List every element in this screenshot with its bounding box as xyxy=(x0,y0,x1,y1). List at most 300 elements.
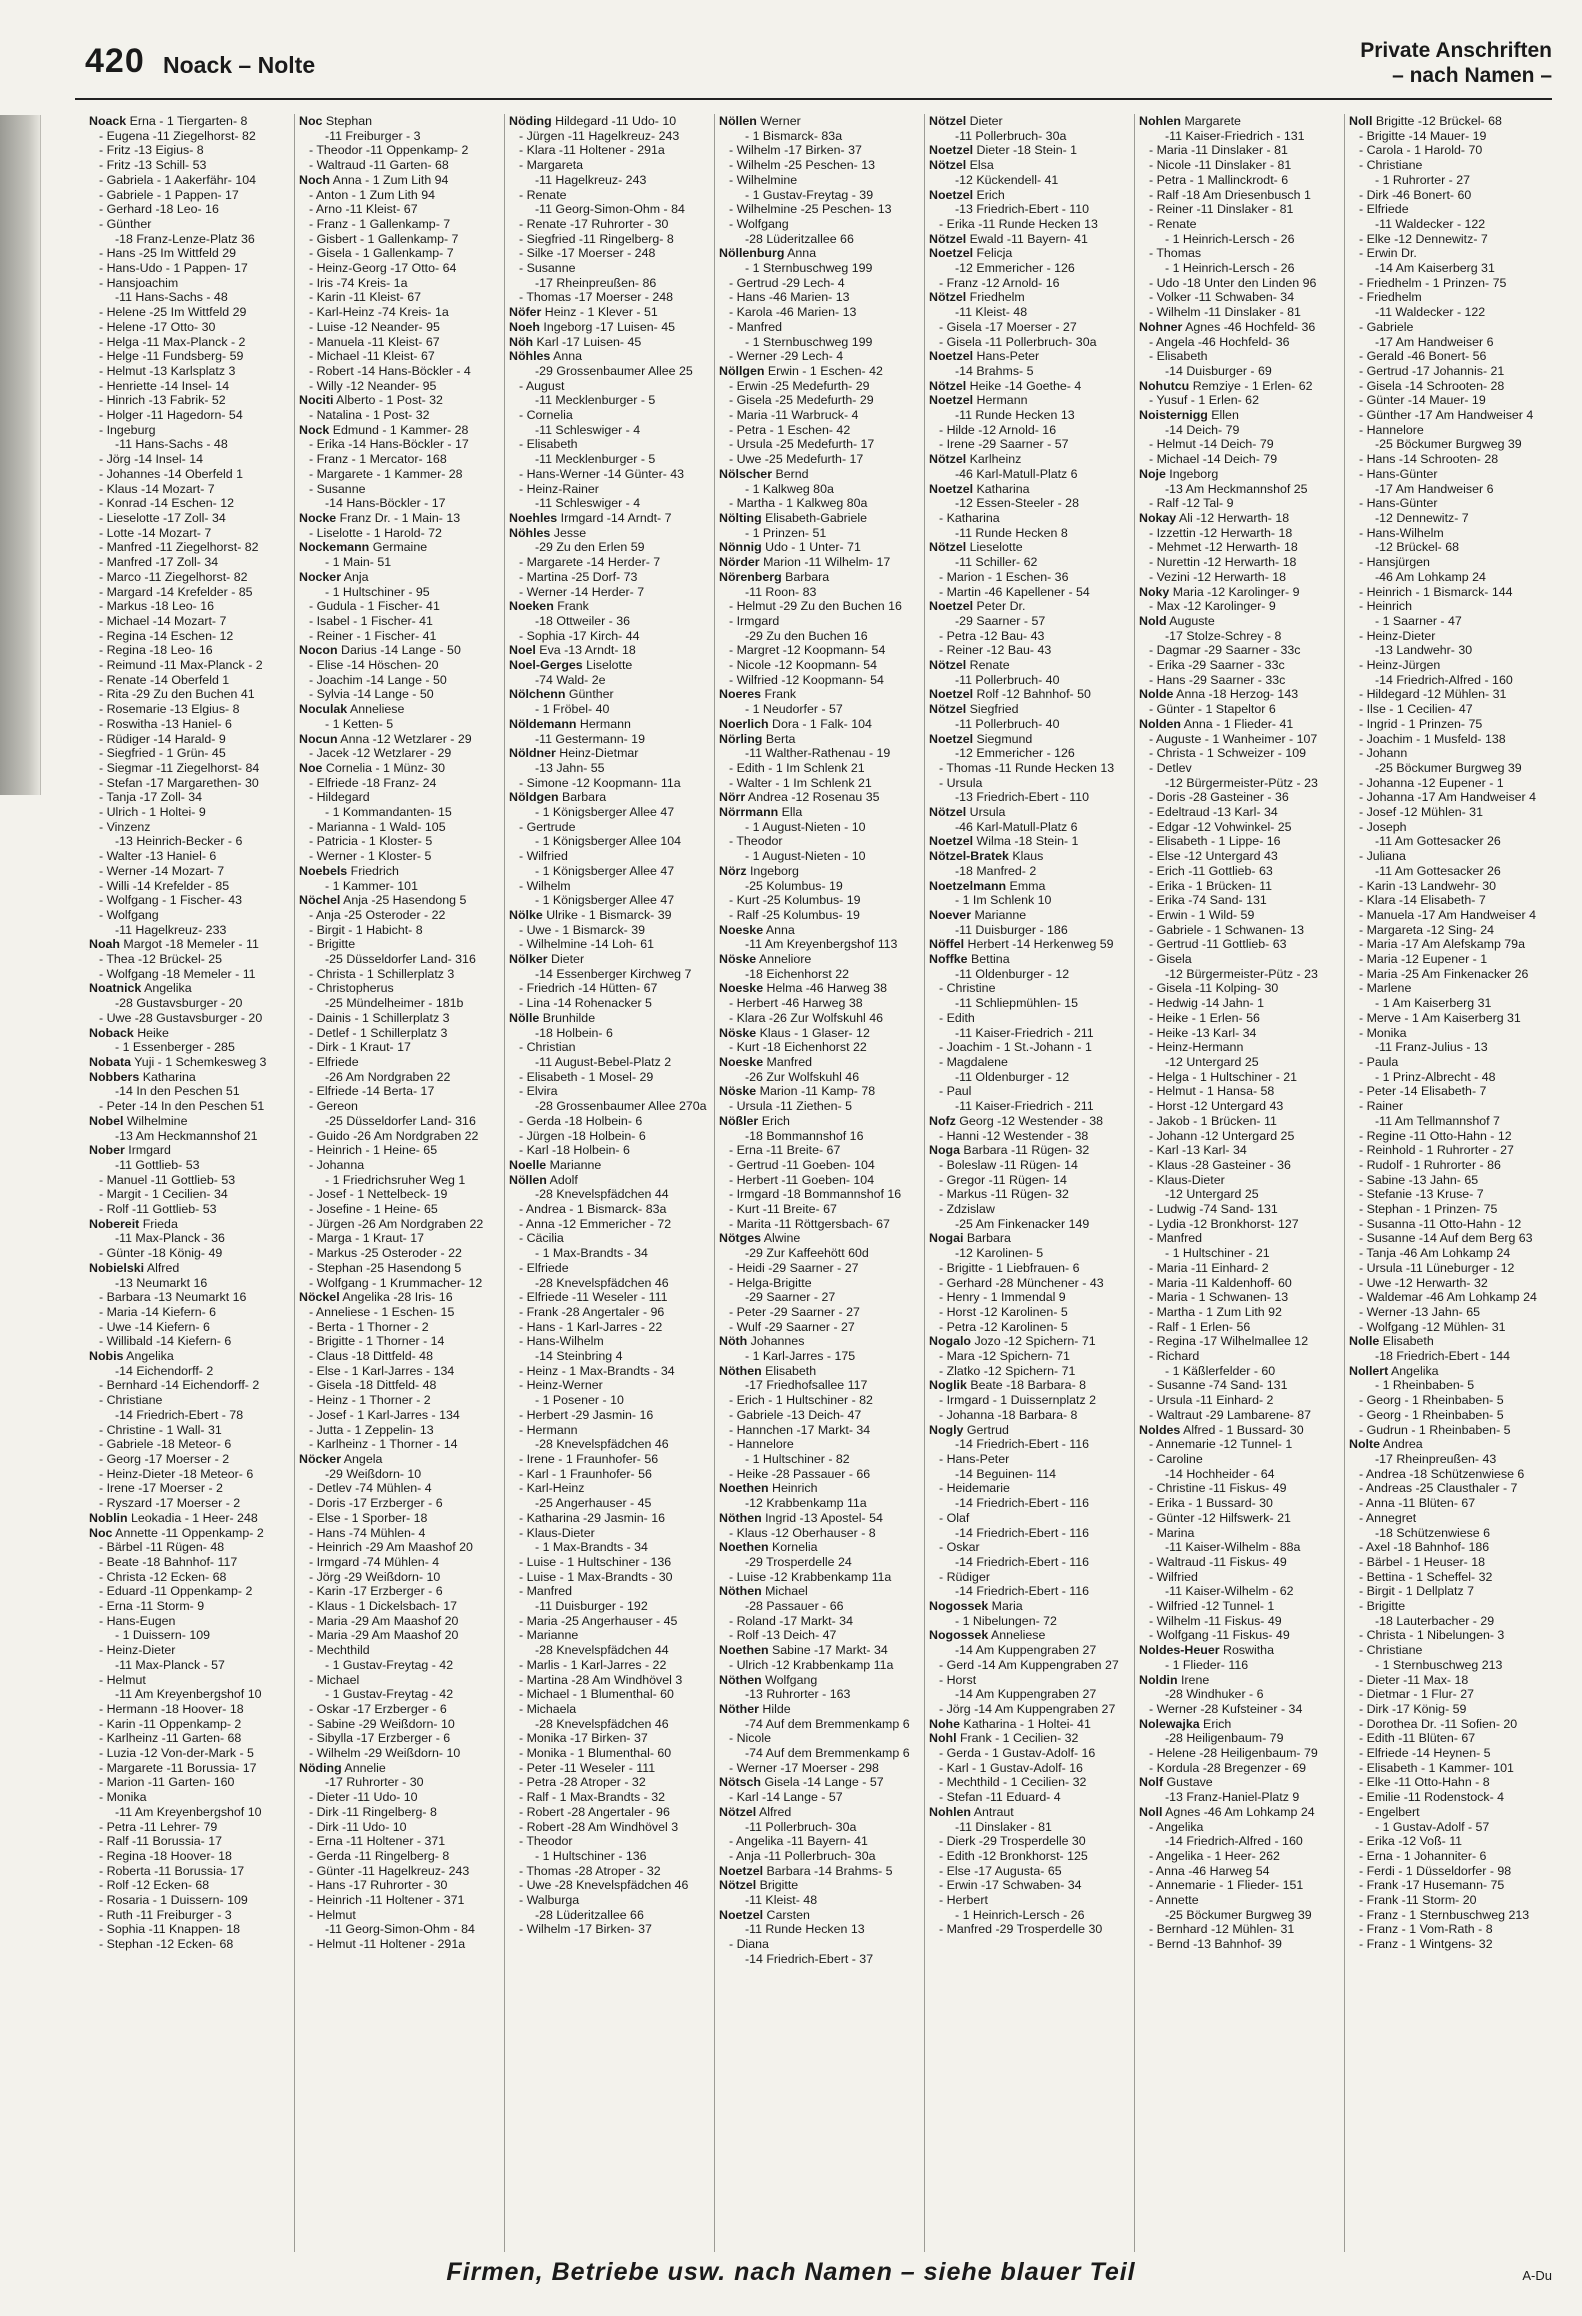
entry-text: Liselotte xyxy=(582,658,633,673)
directory-entry xyxy=(1349,305,1551,320)
entry-text: -11 Kaiser-Friedrich - 211 xyxy=(955,1025,1094,1040)
entry-text: - Wilhelmine -25 Peschen- 13 xyxy=(729,202,892,217)
directory-entry xyxy=(509,849,710,864)
directory-entry xyxy=(1349,1011,1551,1026)
directory-entry xyxy=(1139,585,1340,600)
directory-entry xyxy=(719,1437,920,1452)
entry-text: -11 Roon- 83 xyxy=(745,584,817,599)
directory-entry xyxy=(1349,1143,1551,1158)
directory-entry xyxy=(509,540,710,555)
directory-entry xyxy=(89,1114,290,1129)
entry-text: - Manfred xyxy=(729,319,783,334)
surname: Noeh xyxy=(509,319,540,334)
directory-entry xyxy=(1139,452,1340,467)
directory-entry xyxy=(299,687,500,702)
directory-entry xyxy=(1349,555,1551,570)
directory-entry xyxy=(509,261,710,276)
directory-entry xyxy=(299,981,500,996)
entry-text: - Gisela -11 Kolping- 30 xyxy=(1149,981,1279,996)
directory-entry xyxy=(1349,937,1551,952)
entry-text: - Maria -12 Eupener - 1 xyxy=(1359,952,1488,967)
entry-text: -17 Stolze-Schrey - 8 xyxy=(1165,628,1282,643)
surname: Nold xyxy=(1139,613,1167,628)
entry-text: - Katharina xyxy=(939,510,1000,525)
directory-entry xyxy=(89,129,290,144)
entry-text: -14 Friedrich-Ebert - 78 xyxy=(115,1407,244,1422)
directory-entry xyxy=(1139,364,1340,379)
directory-entry xyxy=(299,1761,500,1776)
entry-text: - Reiner - 1 Fischer- 41 xyxy=(309,628,437,643)
entry-text: Marion -11 Wilhelm- 17 xyxy=(759,555,891,570)
directory-entry xyxy=(509,790,710,805)
entry-text: Ingrid -13 Apostel- 54 xyxy=(761,1510,883,1525)
entry-text: - Gregor -11 Rügen- 14 xyxy=(939,1172,1067,1187)
directory-entry xyxy=(509,937,710,952)
surname: Nöthen xyxy=(719,1672,762,1687)
entry-text: - Bettina - 1 Scheffel- 32 xyxy=(1359,1569,1493,1584)
surname: Nocun xyxy=(299,731,338,746)
directory-entry xyxy=(929,820,1130,835)
entry-text: - 1 Kammer- 101 xyxy=(325,878,418,893)
directory-entry xyxy=(299,1349,500,1364)
entry-text: - Gisela -11 Pollerbruch- 30a xyxy=(939,334,1097,349)
directory-entry xyxy=(89,1423,290,1438)
directory-entry xyxy=(1349,1467,1551,1482)
entry-text: Ursula xyxy=(966,805,1006,820)
entry-text: - 1 Karl-Jarres - 175 xyxy=(745,1349,856,1364)
directory-entry xyxy=(509,643,710,658)
entry-text: - Franz - 1 Vom-Rath - 8 xyxy=(1359,1922,1493,1937)
directory-entry xyxy=(89,1011,290,1026)
entry-text: - Hans-Günter xyxy=(1359,496,1438,511)
directory-entry xyxy=(1349,1423,1551,1438)
directory-entry xyxy=(719,1231,920,1246)
directory-entry xyxy=(299,1305,500,1320)
entry-text: Anja xyxy=(341,569,369,584)
entry-text: Frank xyxy=(553,599,589,614)
directory-entry xyxy=(1349,1805,1551,1820)
entry-text: Margarete xyxy=(1181,114,1241,128)
directory-entry xyxy=(299,1202,500,1217)
surname: Nock xyxy=(299,422,330,437)
entry-text: -12 Karolinen- 5 xyxy=(955,1246,1044,1261)
entry-text: - 1 Gustav-Freytag - 39 xyxy=(745,187,874,202)
entry-text: Irene xyxy=(1177,1672,1210,1687)
surname: Noetzelmann xyxy=(929,878,1007,893)
entry-text: - Margard -14 Krefelder - 85 xyxy=(99,584,253,599)
directory-entry xyxy=(1139,408,1340,423)
directory-entry xyxy=(929,643,1130,658)
directory-entry xyxy=(929,1364,1130,1379)
directory-entry xyxy=(299,1849,500,1864)
directory-entry xyxy=(1139,1437,1340,1452)
entry-text: Renate xyxy=(966,658,1010,673)
entry-text: - Gertrud -29 Lech- 4 xyxy=(729,275,845,290)
entry-text: - Birgit - 1 Habicht- 8 xyxy=(309,922,423,937)
entry-text: - Barbara -13 Neumarkt 16 xyxy=(99,1290,247,1305)
entry-text: - Zdzislaw xyxy=(939,1202,995,1217)
entry-text: -25 Mündelheimer - 181b xyxy=(325,996,464,1011)
directory-entry xyxy=(1349,261,1551,276)
entry-text: -14 Friedrich-Ebert - 116 xyxy=(955,1496,1090,1511)
entry-text: - Hanni -12 Westender - 38 xyxy=(939,1128,1089,1143)
entry-text: - Stephan -12 Ecken- 68 xyxy=(99,1937,234,1952)
surname: Nötzel xyxy=(719,1878,757,1893)
entry-text: -18 Bommannshof 16 xyxy=(745,1128,864,1143)
directory-entry xyxy=(299,1011,500,1026)
surname: Nöh xyxy=(509,334,534,349)
entry-text: - Stefanie -13 Kruse- 7 xyxy=(1359,1187,1484,1202)
directory-entry xyxy=(509,1276,710,1291)
entry-text: - Wilfried xyxy=(1149,1569,1198,1584)
directory-entry xyxy=(1139,555,1340,570)
directory-entry xyxy=(509,1099,710,1114)
entry-text: - Karl -13 Karl- 34 xyxy=(1149,1143,1247,1158)
entry-text: - Gabriela - 1 Aakerfähr- 104 xyxy=(99,172,257,187)
directory-entry xyxy=(719,1408,920,1423)
entry-text: - 1 Max-Brandts - 34 xyxy=(535,1540,648,1555)
directory-entry xyxy=(719,687,920,702)
directory-entry xyxy=(1139,1349,1340,1364)
directory-entry xyxy=(1139,967,1340,982)
entry-text: - Margarete - 1 Kammer- 28 xyxy=(309,466,463,481)
directory-entry xyxy=(89,143,290,158)
directory-entry xyxy=(509,1849,710,1864)
directory-entry xyxy=(929,732,1130,747)
entry-text: - 1 Gustav-Freytag - 42 xyxy=(325,1687,454,1702)
directory-entry xyxy=(509,570,710,585)
directory-entry xyxy=(929,114,1130,129)
entry-text: Wolfgang xyxy=(761,1672,818,1687)
directory-entry xyxy=(509,1717,710,1732)
entry-text: - Richard xyxy=(1149,1349,1200,1364)
directory-entry xyxy=(719,1452,920,1467)
entry-text: - Heinz-Jürgen xyxy=(1359,658,1441,673)
entry-text: Angelika xyxy=(141,981,192,996)
directory-entry xyxy=(1139,1717,1340,1732)
directory-entry xyxy=(299,1393,500,1408)
directory-entry xyxy=(1349,585,1551,600)
entry-text: - Heinrich xyxy=(1359,599,1413,614)
directory-entry xyxy=(1349,1276,1551,1291)
directory-entry xyxy=(509,1290,710,1305)
directory-entry xyxy=(1139,540,1340,555)
entry-text: - Brigitte -14 Mauer- 19 xyxy=(1359,128,1487,143)
directory-entry xyxy=(89,1467,290,1482)
entry-text: - Angelika - 1 Heer- 262 xyxy=(1149,1848,1280,1863)
entry-text: Gertrud xyxy=(963,1422,1009,1437)
entry-text: - Gabriele - 1 Pappen- 17 xyxy=(99,187,239,202)
entry-text: - Anton - 1 Zum Lith 94 xyxy=(309,187,436,202)
directory-entry xyxy=(929,761,1130,776)
entry-text: - Wilhelm -25 Peschen- 13 xyxy=(729,158,875,173)
directory-entry xyxy=(719,879,920,894)
directory-entry xyxy=(1349,202,1551,217)
directory-entry xyxy=(1349,952,1551,967)
entry-text: -17 Am Handweiser 6 xyxy=(1375,334,1494,349)
entry-text: -11 Gestermann- 19 xyxy=(535,731,645,746)
entry-text: - Manuela -11 Kleist- 67 xyxy=(309,334,440,349)
entry-text: - Erna - 1 Johanniter- 6 xyxy=(1359,1848,1487,1863)
entry-text: - Helmut - 1 Hansa- 58 xyxy=(1149,1084,1275,1099)
surname: Nohlen xyxy=(929,1804,971,1819)
entry-text: - Mechthild - 1 Cecilien- 32 xyxy=(939,1775,1087,1790)
entry-text: - Ralf - 1 Erlen- 56 xyxy=(1149,1319,1251,1334)
directory-entry xyxy=(299,1805,500,1820)
directory-entry xyxy=(89,952,290,967)
entry-text: Elsa xyxy=(966,158,994,173)
directory-entry xyxy=(1139,1129,1340,1144)
entry-text: - Gisela -25 Medefurth- 29 xyxy=(729,393,874,408)
directory-entry xyxy=(1139,261,1340,276)
directory-entry xyxy=(929,511,1130,526)
directory-entry xyxy=(1139,423,1340,438)
directory-entry xyxy=(719,114,920,129)
entry-text: Anna - 1 Zum Lith 94 xyxy=(329,172,449,187)
directory-entry xyxy=(89,467,290,482)
directory-entry xyxy=(1349,1496,1551,1511)
entry-text: Georg -12 Westender - 38 xyxy=(955,1113,1104,1128)
entry-text: - Axel -18 Bahnhof- 186 xyxy=(1359,1540,1490,1555)
directory-entry xyxy=(509,1393,710,1408)
directory-entry xyxy=(509,1217,710,1232)
entry-text: -11 Mecklenburger - 5 xyxy=(535,393,656,408)
entry-text: - Hans -74 Mühlen- 4 xyxy=(309,1525,426,1540)
directory-entry xyxy=(509,364,710,379)
entry-text: - Rolf -11 Gottlieb- 53 xyxy=(99,1202,217,1217)
directory-entry xyxy=(1349,1084,1551,1099)
directory-entry xyxy=(1349,364,1551,379)
directory-entry xyxy=(89,761,290,776)
entry-text: - Helmut xyxy=(99,1672,146,1687)
page-footer xyxy=(0,2258,1582,2298)
entry-text: - Roswitha -13 Haniel- 6 xyxy=(99,716,232,731)
entry-text: -12 Emmericher - 126 xyxy=(955,261,1075,276)
entry-text: Heinz-Dietmar xyxy=(555,746,639,761)
directory-entry xyxy=(1139,1378,1340,1393)
entry-text: - Claus -18 Dittfeld- 48 xyxy=(309,1349,433,1364)
directory-entry xyxy=(1349,570,1551,585)
directory-entry xyxy=(299,437,500,452)
entry-text: - Liselotte - 1 Harold- 72 xyxy=(309,525,442,540)
directory-entry xyxy=(719,1908,920,1923)
entry-text: - Dierk -29 Trosperdelle 30 xyxy=(939,1834,1086,1849)
directory-entry xyxy=(719,1775,920,1790)
entry-text: - Werner -29 Lech- 4 xyxy=(729,349,844,364)
entry-text: - Susanne xyxy=(519,261,576,276)
directory-entry xyxy=(1349,482,1551,497)
entry-text: - Rolf -13 Deich- 47 xyxy=(729,1628,837,1643)
entry-text: - Marion - 1 Eschen- 36 xyxy=(939,569,1069,584)
directory-entry xyxy=(719,1011,920,1026)
entry-text: - Wolfgang - 1 Krummacher- 12 xyxy=(309,1275,483,1290)
directory-entry xyxy=(1139,143,1340,158)
entry-text: -18 Schützenwiese 6 xyxy=(1375,1525,1491,1540)
entry-text: -14 In den Peschen 51 xyxy=(115,1084,240,1099)
entry-text: - Wilhelm -29 Weißdorn- 10 xyxy=(309,1746,461,1761)
surname: Nölker xyxy=(509,952,548,967)
directory-entry xyxy=(719,732,920,747)
entry-text: -18 Manfred- 2 xyxy=(955,863,1037,878)
directory-entry xyxy=(89,1864,290,1879)
surname: Noetzel xyxy=(929,687,974,702)
directory-entry xyxy=(89,511,290,526)
entry-text: - Helene -25 Im Wittfeld 29 xyxy=(99,305,247,320)
directory-entry xyxy=(89,246,290,261)
entry-text: - Reinhold - 1 Ruhrorter - 27 xyxy=(1359,1143,1514,1158)
directory-entry xyxy=(1139,1423,1340,1438)
directory-entry xyxy=(1349,614,1551,629)
directory-entry xyxy=(1139,1276,1340,1291)
surname: Noldes-Heuer xyxy=(1139,1643,1220,1658)
directory-entry xyxy=(509,1673,710,1688)
entry-text: Emma xyxy=(1006,878,1046,893)
surname: Noeske xyxy=(719,922,764,937)
surname: Noe xyxy=(299,760,323,775)
directory-entry xyxy=(1349,437,1551,452)
directory-entry xyxy=(1139,1731,1340,1746)
entry-text: - Diana xyxy=(729,1937,769,1952)
directory-entry xyxy=(509,996,710,1011)
directory-entry xyxy=(1349,526,1551,541)
entry-text: - 1 Posener - 10 xyxy=(535,1393,624,1408)
entry-text: Manfred xyxy=(763,1055,812,1069)
entry-text: - Marianna - 1 Wald- 105 xyxy=(309,819,446,834)
directory-entry xyxy=(89,849,290,864)
entry-text: - Max -12 Karolinger- 9 xyxy=(1149,599,1276,614)
entry-text: - Berta - 1 Thorner - 2 xyxy=(309,1319,429,1334)
directory-entry xyxy=(1139,496,1340,511)
surname: Nöske xyxy=(719,952,757,967)
directory-entry xyxy=(89,173,290,188)
entry-text: - Anja -11 Pollerbruch- 30a xyxy=(729,1848,876,1863)
directory-entry xyxy=(89,482,290,497)
directory-entry xyxy=(509,290,710,305)
directory-entry xyxy=(1349,540,1551,555)
directory-entry xyxy=(929,276,1130,291)
directory-entry xyxy=(1139,1878,1340,1893)
directory-entry xyxy=(89,1731,290,1746)
directory-entry xyxy=(719,923,920,938)
directory-entry xyxy=(89,496,290,511)
directory-entry xyxy=(1349,496,1551,511)
entry-text: - Karl-Heinz -74 Kreis- 1a xyxy=(309,305,449,320)
entry-text: Stephan xyxy=(322,114,373,128)
surname: Nöckel xyxy=(299,1290,340,1305)
surname: Noeken xyxy=(509,599,554,614)
entry-text: -13 Am Heckmannshof 25 xyxy=(1165,481,1308,496)
surname: Noetzel xyxy=(719,1907,764,1922)
surname: Noethen xyxy=(719,1481,769,1496)
directory-entry xyxy=(509,320,710,335)
entry-text: - Reiner -11 Dinslaker - 81 xyxy=(1149,202,1294,217)
directory-entry xyxy=(1349,599,1551,614)
surname: Nogly xyxy=(929,1422,964,1437)
directory-entry xyxy=(299,1878,500,1893)
directory-entry xyxy=(719,1834,920,1849)
entry-text: Elisabeth-Gabriele xyxy=(761,510,868,525)
directory-column xyxy=(1135,114,1345,2252)
entry-text: -11 Runde Hecken 13 xyxy=(955,408,1075,423)
entry-text: - Michaela xyxy=(519,1701,577,1716)
directory-entry xyxy=(929,908,1130,923)
directory-entry xyxy=(299,1129,500,1144)
entry-text: Karlheinz xyxy=(966,452,1022,467)
entry-text: - Hinrich -13 Fabrik- 52 xyxy=(99,393,226,408)
directory-entry xyxy=(1139,202,1340,217)
entry-text: - Margarete -11 Borussia- 17 xyxy=(99,1760,257,1775)
directory-entry xyxy=(299,1908,500,1923)
entry-text: - Helmut -11 Holtener - 291a xyxy=(309,1937,466,1952)
surname: Nolte xyxy=(1349,1437,1380,1452)
directory-entry xyxy=(719,820,920,835)
directory-entry xyxy=(1349,320,1551,335)
directory-entry xyxy=(1139,1555,1340,1570)
entry-text: -28 Heiligenbaum- 79 xyxy=(1165,1731,1284,1746)
entry-text: -11 Dinslaker - 81 xyxy=(955,1819,1052,1834)
entry-text: - 1 Hultschiner - 136 xyxy=(535,1848,647,1863)
entry-text: -11 Schliepmühlen- 15 xyxy=(955,996,1079,1011)
surname: Nötzel xyxy=(719,1804,757,1819)
entry-text: -74 Auf dem Bremmenkamp 6 xyxy=(745,1716,910,1731)
entry-text: Annette -11 Oppenkamp- 2 xyxy=(112,1525,264,1540)
entry-text: -11 Georg-Simon-Ohm - 84 xyxy=(325,1922,475,1937)
directory-entry xyxy=(1349,776,1551,791)
directory-entry xyxy=(929,143,1130,158)
entry-text: - Marina xyxy=(1149,1525,1195,1540)
entry-text: - Irmgard -18 Bommannshof 16 xyxy=(729,1187,902,1202)
directory-entry xyxy=(929,981,1130,996)
directory-entry xyxy=(89,1084,290,1099)
entry-text: - Franz - 1 Gallenkamp- 7 xyxy=(309,216,451,231)
entry-text: -14 Brahms- 5 xyxy=(955,363,1034,378)
directory-column xyxy=(505,114,715,2252)
entry-text: - Rosaria - 1 Duissern- 109 xyxy=(99,1893,248,1908)
directory-entry xyxy=(1139,1746,1340,1761)
entry-text: - Heinz-Dieter xyxy=(1359,628,1436,643)
entry-text: - Erna -11 Storm- 9 xyxy=(99,1599,205,1614)
entry-text: - Helene -28 Heiligenbaum- 79 xyxy=(1149,1746,1318,1761)
entry-text: - Willibald -14 Kiefern- 6 xyxy=(99,1334,232,1349)
surname: Nötzel xyxy=(929,702,967,717)
entry-text: - Maria - 1 Schwanen- 13 xyxy=(1149,1290,1289,1305)
entry-text: - Hans -46 Marien- 13 xyxy=(729,290,850,305)
directory-entry xyxy=(1139,1775,1340,1790)
directory-entry xyxy=(299,1687,500,1702)
entry-text: - Wolfgang -11 Fiskus- 49 xyxy=(1149,1628,1290,1643)
entry-text: - Erna -11 Breite- 67 xyxy=(729,1143,841,1158)
directory-entry xyxy=(299,1070,500,1085)
directory-entry xyxy=(89,1790,290,1805)
entry-text: Cornelia - 1 Münz- 30 xyxy=(322,760,446,775)
entry-text: - August xyxy=(519,378,565,393)
entry-text: - Jörg -14 Am Kuppengraben 27 xyxy=(939,1701,1116,1716)
directory-entry xyxy=(929,1202,1130,1217)
directory-entry xyxy=(719,1305,920,1320)
entry-text: - Martha - 1 Zum Lith 92 xyxy=(1149,1304,1282,1319)
directory-entry xyxy=(719,1481,920,1496)
directory-entry xyxy=(1139,467,1340,482)
entry-text: - Brigitte xyxy=(309,937,356,952)
directory-entry xyxy=(929,1540,1130,1555)
directory-entry xyxy=(299,1261,500,1276)
directory-entry xyxy=(89,1055,290,1070)
entry-text: - 1 Kommandanten- 15 xyxy=(325,805,452,820)
directory-entry xyxy=(1349,1746,1551,1761)
entry-text: - Regina -18 Hoover- 18 xyxy=(99,1848,232,1863)
directory-entry xyxy=(299,276,500,291)
directory-entry xyxy=(1139,1805,1340,1820)
